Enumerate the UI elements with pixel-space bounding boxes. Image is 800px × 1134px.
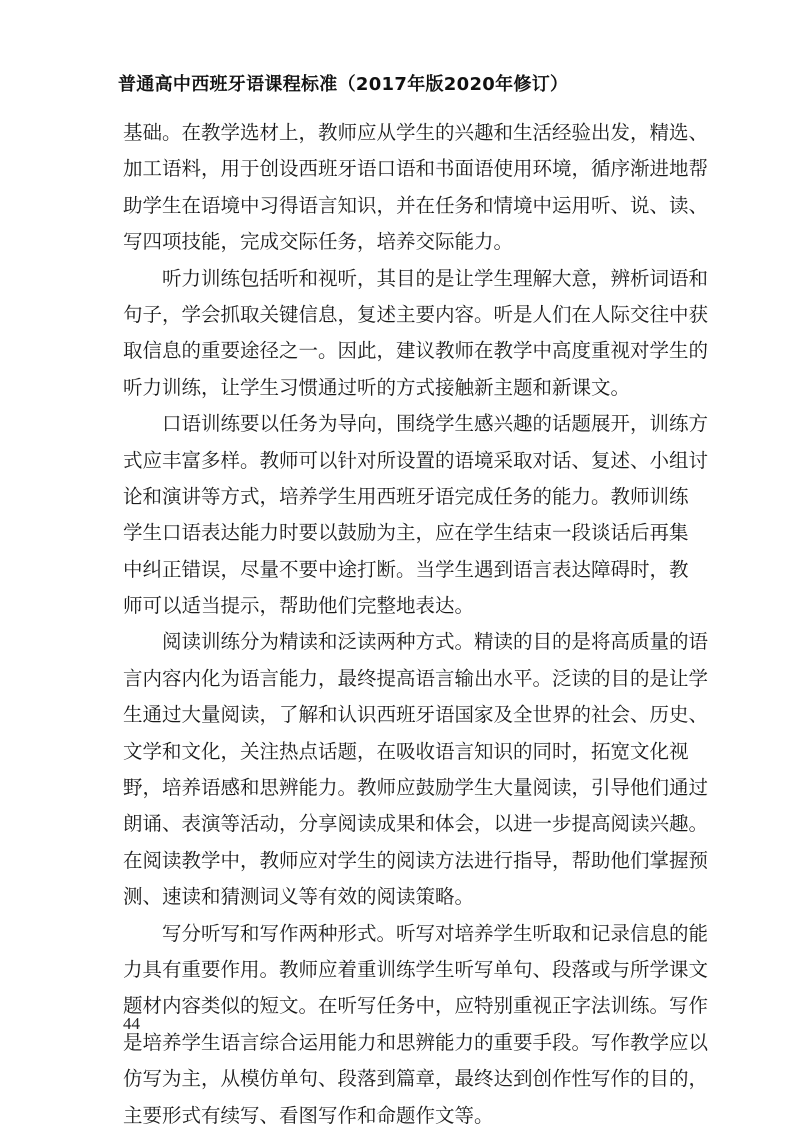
- text-line: 测、速读和猜测词义等有效的阅读策略。: [123, 885, 475, 909]
- text-line: 题材内容类似的短文。在听写任务中，应特别重视正字法训练。写作: [123, 994, 709, 1018]
- text-line: 句子，学会抓取关键信息，复述主要内容。听是人们在人际交往中获: [123, 302, 709, 326]
- text-line: 写四项技能，完成交际任务，培养交际能力。: [123, 230, 514, 254]
- text-line: 口语训练要以任务为导向，围绕学生感兴趣的话题展开，训练方: [162, 412, 709, 436]
- text-line: 师可以适当提示，帮助他们完整地表达。: [123, 594, 475, 618]
- text-line: 式应丰富多样。教师可以针对所设置的语境采取对话、复述、小组讨: [123, 448, 709, 472]
- text-line: 是培养学生语言综合运用能力和思辨能力的重要手段。写作教学应以: [123, 1030, 709, 1054]
- text-line: 听力训练包括听和视听，其目的是让学生理解大意，辨析词语和: [162, 266, 709, 290]
- text-line: 论和演讲等方式，培养学生用西班牙语完成任务的能力。教师训练: [123, 484, 689, 508]
- text-line: 基础。在教学选材上，教师应从学生的兴趣和生活经验出发，精选、: [123, 121, 709, 144]
- text-line: 主要形式有续写、看图写作和命题作文等。: [123, 1103, 494, 1127]
- text-line: 取信息的重要途径之一。因此，建议教师在教学中高度重视对学生的: [123, 339, 709, 363]
- text-line: 力具有重要作用。教师应着重训练学生听写单句、段落或与所学课文: [123, 957, 709, 981]
- text-line: 学生口语表达能力时要以鼓励为主，应在学生结束一段谈话后再集: [123, 521, 689, 545]
- paragraph-continuation: [123, 115, 709, 261]
- paragraph-listening: [123, 261, 709, 407]
- text-line: 言内容内化为语言能力，最终提高语言输出水平。泛读的目的是让学: [123, 666, 709, 690]
- text-line: 朗诵、表演等活动，分享阅读成果和体会，以进一步提高阅读兴趣。: [123, 812, 709, 836]
- paragraph-speaking: [123, 406, 709, 624]
- text-line: 阅读训练分为精读和泛读两种方式。精读的目的是将高质量的语: [162, 630, 709, 654]
- running-header: 普通高中西班牙语课程标准（2017年版2020年修订）: [118, 74, 569, 95]
- text-line: 听力训练，让学生习惯通过听的方式接触新主题和新课文。: [123, 375, 631, 399]
- text-line: 仿写为主，从模仿单句、段落到篇章，最终达到创作性写作的目的，: [123, 1067, 709, 1091]
- text-line: 中纠正错误，尽量不要中途打断。当学生遇到语言表达障碍时，教: [123, 557, 689, 581]
- text-line: 助学生在语境中习得语言知识，并在任务和情境中运用听、说、读、: [123, 193, 709, 217]
- body-text: [123, 115, 709, 1134]
- text-line: 加工语料，用于创设西班牙语口语和书面语使用环境，循序渐进地帮: [123, 157, 709, 181]
- page-number: 44: [123, 1014, 140, 1033]
- text-line: 写分听写和写作两种形式。听写对培养学生听取和记录信息的能: [162, 921, 709, 945]
- text-line: 生通过大量阅读，了解和认识西班牙语国家及全世界的社会、历史、: [123, 703, 709, 727]
- text-line: 在阅读教学中，教师应对学生的阅读方法进行指导，帮助他们掌握预: [123, 848, 709, 872]
- paragraph-writing: [123, 916, 709, 1134]
- text-line: 野，培养语感和思辨能力。教师应鼓励学生大量阅读，引导他们通过: [123, 776, 709, 800]
- text-line: 文学和文化，关注热点话题，在吸收语言知识的同时，拓宽文化视: [123, 739, 689, 763]
- paragraph-reading: [123, 624, 709, 915]
